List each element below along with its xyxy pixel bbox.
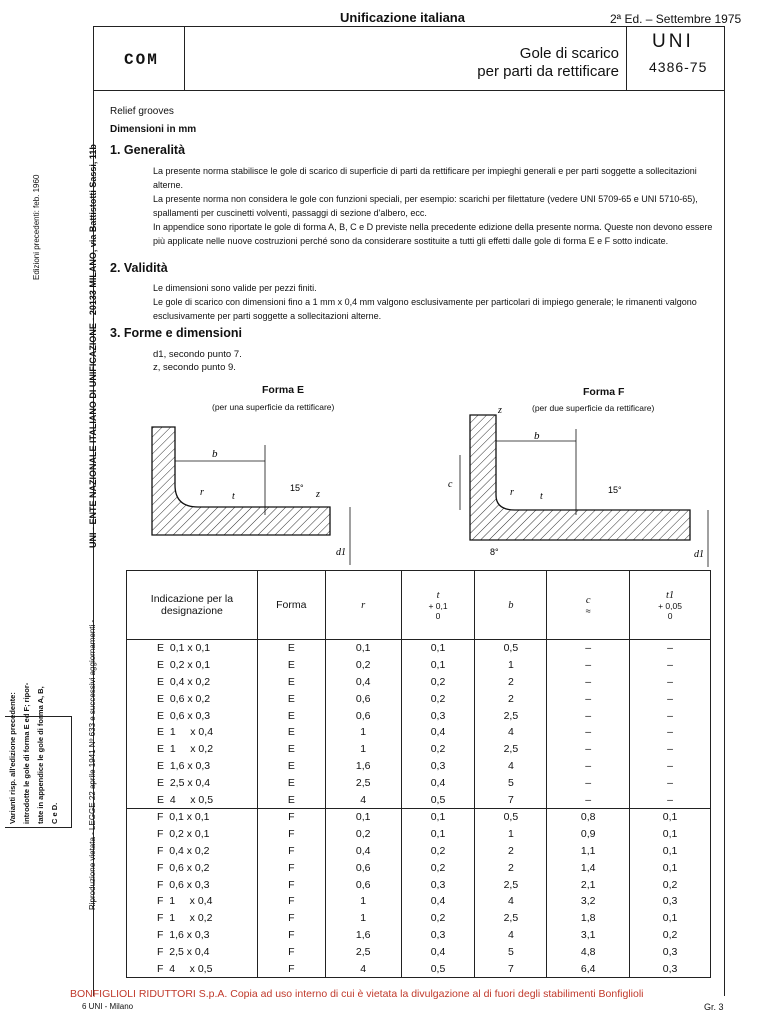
value-cell: 2 bbox=[475, 859, 547, 876]
designation-cell: E 1 x 0,2 bbox=[127, 741, 258, 758]
table-row bbox=[127, 724, 711, 741]
header-r: r bbox=[325, 571, 401, 640]
value-cell: 2,5 bbox=[325, 774, 401, 791]
value-cell: – bbox=[547, 707, 630, 724]
forma-e-angle-label: 15° bbox=[290, 483, 304, 493]
value-cell: 1,4 bbox=[547, 859, 630, 876]
table-row bbox=[127, 674, 711, 691]
value-cell: 0,4 bbox=[401, 943, 475, 960]
value-cell: 0,4 bbox=[401, 774, 475, 791]
value-cell: E bbox=[257, 724, 325, 741]
designation-cell: F 0,4 x 0,2 bbox=[127, 843, 258, 860]
value-cell: 0,1 bbox=[630, 826, 711, 843]
value-cell: 0,4 bbox=[325, 843, 401, 860]
value-cell: 0,2 bbox=[401, 859, 475, 876]
value-cell: 0,6 bbox=[325, 876, 401, 893]
value-cell: 0,1 bbox=[401, 808, 475, 825]
designation-cell: E 0,1 x 0,1 bbox=[127, 640, 258, 657]
title-block bbox=[93, 26, 725, 91]
value-cell: – bbox=[630, 657, 711, 674]
footer-watermark: BONFIGLIOLI RIDUTTORI S.p.A. Copia ad uso interno di cui è vietata la divulgazione al di fuori degli stabilimenti Bonfiglioli bbox=[70, 988, 644, 1000]
header-org: Unificazione italiana bbox=[340, 10, 465, 25]
value-cell: 2,5 bbox=[475, 910, 547, 927]
value-cell: 4 bbox=[325, 791, 401, 808]
value-cell: 0,2 bbox=[401, 843, 475, 860]
designation-cell: E 0,6 x 0,2 bbox=[127, 690, 258, 707]
value-cell: 0,1 bbox=[630, 843, 711, 860]
value-cell: 1 bbox=[475, 657, 547, 674]
value-cell: 0,8 bbox=[547, 808, 630, 825]
value-cell: E bbox=[257, 640, 325, 657]
value-cell: 1 bbox=[325, 724, 401, 741]
section-2-paragraph-2: Le gole di scarico con dimensioni fino a 1 mm x 0,4 mm valgono esclusivamente per particolari di impiego generale; le rimanenti valgono esclusivamente per parti soggette a sollecitazioni alterne. bbox=[153, 297, 697, 321]
table-row bbox=[127, 876, 711, 893]
value-cell: E bbox=[257, 741, 325, 758]
forma-e-title: Forma E bbox=[262, 384, 305, 396]
value-cell: 1,8 bbox=[547, 910, 630, 927]
designation-cell: F 1 x 0,2 bbox=[127, 910, 258, 927]
table-row bbox=[127, 791, 711, 808]
header-c: c ≈ bbox=[547, 571, 630, 640]
forma-f-d1-label: d1 bbox=[694, 549, 704, 560]
value-cell: – bbox=[547, 640, 630, 657]
value-cell: 0,3 bbox=[401, 707, 475, 724]
value-cell: 1,6 bbox=[325, 927, 401, 944]
value-cell: 0,1 bbox=[401, 657, 475, 674]
table-row bbox=[127, 859, 711, 876]
forma-f-r-label: r bbox=[510, 487, 514, 498]
table-row bbox=[127, 960, 711, 977]
value-cell: F bbox=[257, 843, 325, 860]
value-cell: 0,9 bbox=[547, 826, 630, 843]
value-cell: – bbox=[630, 674, 711, 691]
value-cell: – bbox=[547, 791, 630, 808]
value-cell: 4 bbox=[475, 758, 547, 775]
value-cell: 2,5 bbox=[475, 876, 547, 893]
table-row bbox=[127, 927, 711, 944]
designation-cell: F 4 x 0,5 bbox=[127, 960, 258, 977]
section-2-title: 2. Validità bbox=[110, 261, 168, 275]
value-cell: 3,2 bbox=[547, 893, 630, 910]
value-cell: 0,1 bbox=[325, 640, 401, 657]
header-edition: 2ª Ed. – Settembre 1975 bbox=[610, 12, 742, 26]
value-cell: 3,1 bbox=[547, 927, 630, 944]
table-row bbox=[127, 843, 711, 860]
value-cell: 2 bbox=[475, 674, 547, 691]
value-cell: – bbox=[547, 674, 630, 691]
value-cell: 2 bbox=[475, 690, 547, 707]
value-cell: 0,1 bbox=[630, 808, 711, 825]
side-ente: UNI - ENTE NAZIONALE ITALIANO DI UNIFICAZIONE - 20133 MILANO, via Battistotti Sassi, 11b bbox=[88, 144, 98, 548]
value-cell: 0,1 bbox=[325, 808, 401, 825]
value-cell: F bbox=[257, 960, 325, 977]
value-cell: 4 bbox=[475, 724, 547, 741]
header-forma: Forma bbox=[257, 571, 325, 640]
value-cell: 0,4 bbox=[401, 724, 475, 741]
value-cell: – bbox=[547, 657, 630, 674]
value-cell: 0,3 bbox=[401, 927, 475, 944]
value-cell: 1 bbox=[325, 910, 401, 927]
variant-line-3: tate in appendice le gole di forma A, B, bbox=[36, 686, 45, 824]
section-3-d1: d1, secondo punto 7. bbox=[153, 349, 242, 360]
value-cell: 2,1 bbox=[547, 876, 630, 893]
designation-cell: E 0,4 x 0,2 bbox=[127, 674, 258, 691]
value-cell: 1 bbox=[475, 826, 547, 843]
designation-cell: E 0,2 x 0,1 bbox=[127, 657, 258, 674]
designation-cell: F 1,6 x 0,3 bbox=[127, 927, 258, 944]
uni-label: UNI bbox=[652, 31, 694, 52]
value-cell: 0,3 bbox=[630, 893, 711, 910]
table-row bbox=[127, 640, 711, 657]
value-cell: – bbox=[547, 758, 630, 775]
value-cell: 5 bbox=[475, 774, 547, 791]
forma-e-d1-label: d1 bbox=[336, 547, 346, 558]
value-cell: F bbox=[257, 859, 325, 876]
value-cell: 0,1 bbox=[630, 910, 711, 927]
value-cell: F bbox=[257, 826, 325, 843]
designation-cell: F 1 x 0,4 bbox=[127, 893, 258, 910]
value-cell: 4 bbox=[325, 960, 401, 977]
value-cell: 5 bbox=[475, 943, 547, 960]
value-cell: – bbox=[630, 791, 711, 808]
section-3-title: 3. Forme e dimensioni bbox=[110, 326, 242, 340]
value-cell: 0,4 bbox=[325, 674, 401, 691]
value-cell: 0,3 bbox=[630, 943, 711, 960]
value-cell: – bbox=[630, 758, 711, 775]
forma-e-drawing bbox=[140, 415, 365, 565]
value-cell: 0,6 bbox=[325, 707, 401, 724]
value-cell: E bbox=[257, 758, 325, 775]
value-cell: 0,4 bbox=[401, 893, 475, 910]
uni-number: 4386-75 bbox=[649, 59, 708, 75]
value-cell: F bbox=[257, 876, 325, 893]
com-code: COM bbox=[124, 51, 159, 69]
value-cell: 1 bbox=[325, 893, 401, 910]
value-cell: E bbox=[257, 674, 325, 691]
value-cell: 2,5 bbox=[475, 707, 547, 724]
value-cell: 0,3 bbox=[401, 876, 475, 893]
side-law: Riproduzione vietata - LEGGE 22 aprile 1941 Nº 633 e successivi aggiornamenti - bbox=[88, 619, 97, 910]
value-cell: 0,5 bbox=[475, 808, 547, 825]
designation-cell: F 0,6 x 0,2 bbox=[127, 859, 258, 876]
value-cell: 0,1 bbox=[401, 826, 475, 843]
forma-f-b-label: b bbox=[534, 430, 540, 442]
value-cell: 1,6 bbox=[325, 758, 401, 775]
value-cell: F bbox=[257, 808, 325, 825]
value-cell: 0,2 bbox=[401, 741, 475, 758]
designation-cell: F 0,6 x 0,3 bbox=[127, 876, 258, 893]
value-cell: E bbox=[257, 690, 325, 707]
forma-e-t-label: t bbox=[232, 491, 235, 502]
forma-f-title: Forma F bbox=[583, 386, 625, 398]
value-cell: 0,3 bbox=[401, 758, 475, 775]
units-note: Dimensioni in mm bbox=[110, 124, 197, 135]
value-cell: 0,2 bbox=[401, 690, 475, 707]
forma-f-z-label: z bbox=[498, 405, 502, 416]
value-cell: 2,5 bbox=[325, 943, 401, 960]
value-cell: F bbox=[257, 893, 325, 910]
table-row bbox=[127, 707, 711, 724]
designation-cell: F 0,1 x 0,1 bbox=[127, 808, 258, 825]
table-row bbox=[127, 826, 711, 843]
designation-cell: E 1 x 0,4 bbox=[127, 724, 258, 741]
designation-cell: F 0,2 x 0,1 bbox=[127, 826, 258, 843]
forma-f-angle-label: 15° bbox=[608, 485, 622, 495]
footer-city: 6 UNI - Milano bbox=[82, 1002, 134, 1011]
value-cell: E bbox=[257, 707, 325, 724]
designation-cell: E 0,6 x 0,3 bbox=[127, 707, 258, 724]
document-title: Gole di scarico per parti da rettificare bbox=[477, 45, 619, 80]
value-cell: 0,5 bbox=[401, 791, 475, 808]
section-3-z: z, secondo punto 9. bbox=[153, 362, 236, 373]
forma-f-8deg-label: 8° bbox=[490, 547, 499, 557]
value-cell: – bbox=[547, 690, 630, 707]
table-row bbox=[127, 741, 711, 758]
value-cell: 0,2 bbox=[325, 657, 401, 674]
value-cell: – bbox=[547, 774, 630, 791]
section-1-paragraph-3: In appendice sono riportate le gole di forma A, B, C e D previste nella precedente edizione della presente norma. Queste non devono essere più applicate nelle nuove costruzioni perché sono da considerare sostituite a tutti gli effetti dalle gole di forma E e F sotto indicate. bbox=[153, 222, 713, 246]
forma-f-drawing bbox=[430, 395, 725, 567]
value-cell: 7 bbox=[475, 960, 547, 977]
variant-line-1: Varianti risp. all'edizione precedente: bbox=[8, 692, 17, 824]
value-cell: 2,5 bbox=[475, 741, 547, 758]
value-cell: 0,1 bbox=[401, 640, 475, 657]
table-row bbox=[127, 774, 711, 791]
value-cell: 0,2 bbox=[630, 876, 711, 893]
designation-cell: E 4 x 0,5 bbox=[127, 791, 258, 808]
header-t: t + 0,1 0 bbox=[401, 571, 475, 640]
value-cell: – bbox=[630, 707, 711, 724]
header-designation: Indicazione per la designazione bbox=[127, 571, 258, 640]
value-cell: 7 bbox=[475, 791, 547, 808]
section-1-paragraph-1: La presente norma stabilisce le gole di scarico di superficie di parti da rettificare per impieghi generali e per parti soggette a sollecitazioni alterne. bbox=[153, 166, 697, 190]
table-row bbox=[127, 657, 711, 674]
table-row bbox=[127, 910, 711, 927]
designation-cell: E 2,5 x 0,4 bbox=[127, 774, 258, 791]
value-cell: 0,2 bbox=[401, 910, 475, 927]
value-cell: 0,6 bbox=[325, 690, 401, 707]
value-cell: 4 bbox=[475, 927, 547, 944]
value-cell: – bbox=[630, 690, 711, 707]
designation-cell: F 2,5 x 0,4 bbox=[127, 943, 258, 960]
side-previous-editions: Edizioni precedenti: feb. 1960 bbox=[32, 174, 41, 280]
table-row bbox=[127, 808, 711, 825]
section-1-title: 1. Generalità bbox=[110, 143, 186, 157]
value-cell: F bbox=[257, 943, 325, 960]
english-title: Relief grooves bbox=[110, 106, 174, 117]
forma-e-subtitle: (per una superficie da rettificare) bbox=[212, 402, 335, 412]
value-cell: E bbox=[257, 657, 325, 674]
value-cell: 0,3 bbox=[630, 960, 711, 977]
forma-f-c-label: c bbox=[448, 479, 453, 490]
forma-f-t-label: t bbox=[540, 491, 543, 502]
value-cell: 0,2 bbox=[325, 826, 401, 843]
value-cell: E bbox=[257, 791, 325, 808]
value-cell: – bbox=[630, 741, 711, 758]
forma-e-r-label: r bbox=[200, 487, 204, 498]
value-cell: 4 bbox=[475, 893, 547, 910]
forma-e-z-label: z bbox=[316, 489, 320, 500]
table-row bbox=[127, 690, 711, 707]
section-2-paragraph-1: Le dimensioni sono valide per pezzi finiti. bbox=[153, 283, 317, 293]
section-1-paragraph-2: La presente norma non considera le gole con funzioni speciali, per esempio: scarichi per filettature (vedere UNI 5709-65 e UNI 5710-65), spallamenti per cuscinetti volventi, passaggi di sezione d'albero, ecc. bbox=[153, 194, 698, 218]
table-row bbox=[127, 758, 711, 775]
header-t1: t1 + 0,05 0 bbox=[630, 571, 711, 640]
value-cell: – bbox=[630, 640, 711, 657]
designation-cell: E 1,6 x 0,3 bbox=[127, 758, 258, 775]
value-cell: 0,5 bbox=[475, 640, 547, 657]
forma-e-b-label: b bbox=[212, 448, 218, 460]
table-row bbox=[127, 943, 711, 960]
variant-line-4: C e D. bbox=[50, 802, 59, 824]
value-cell: 0,2 bbox=[630, 927, 711, 944]
value-cell: 2 bbox=[475, 843, 547, 860]
value-cell: 4,8 bbox=[547, 943, 630, 960]
value-cell: 0,1 bbox=[630, 859, 711, 876]
value-cell: E bbox=[257, 774, 325, 791]
value-cell: 1 bbox=[325, 741, 401, 758]
footer-group: Gr. 3 bbox=[704, 1002, 724, 1012]
value-cell: 1,1 bbox=[547, 843, 630, 860]
table-header-row bbox=[127, 571, 711, 640]
value-cell: 6,4 bbox=[547, 960, 630, 977]
value-cell: 0,5 bbox=[401, 960, 475, 977]
table-row bbox=[127, 893, 711, 910]
header-b: b bbox=[475, 571, 547, 640]
value-cell: – bbox=[630, 774, 711, 791]
dimensions-table bbox=[126, 570, 711, 978]
value-cell: – bbox=[547, 741, 630, 758]
value-cell: 0,6 bbox=[325, 859, 401, 876]
value-cell: – bbox=[630, 724, 711, 741]
value-cell: F bbox=[257, 910, 325, 927]
value-cell: F bbox=[257, 927, 325, 944]
value-cell: 0,2 bbox=[401, 674, 475, 691]
variant-line-2: introdotte le gole di forma E ed F; ripor- bbox=[22, 682, 31, 824]
forma-f-subtitle: (per due superficie da rettificare) bbox=[532, 403, 655, 413]
value-cell: – bbox=[547, 724, 630, 741]
